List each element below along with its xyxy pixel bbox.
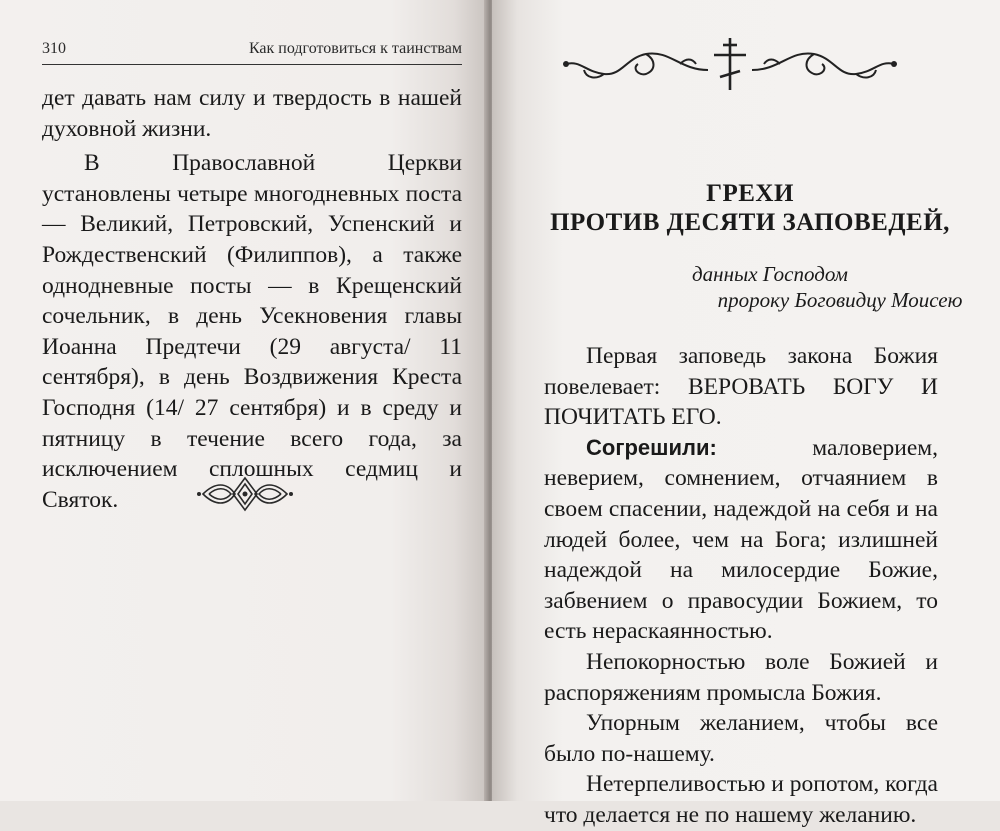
right-paragraph-2 <box>544 433 938 647</box>
sins-label: Согрешили: <box>586 434 717 460</box>
right-paragraph-4: Упорным желанием, чтобы все было по-нашему. <box>544 710 938 767</box>
left-paragraph-1: дет давать нам силу и твердость в нашей духовной жизни. <box>42 85 462 142</box>
right-body-text <box>544 341 938 831</box>
page-number: 310 <box>42 40 66 57</box>
subtitle-line-2: пророку Боговидцу Моисею <box>717 288 963 312</box>
cross-ornament-icon <box>560 36 900 92</box>
left-paragraph-2: В Православной Церкви установлены четыре многодневных поста — Великий, Петровский, Успенский и Рождественский (Филиппов), а также однодневные посты — в Крещенский сочельник, в день Усекновения главы Иоанна Предтечи (29 августа/ 11 сентября), в день Воздвижения Креста Господня (14/ 27 сентября) и в среду и пятницу в течение всего года, за исключением сплошных седмиц и Святок. <box>42 150 462 513</box>
ornamental-divider-icon <box>195 474 295 514</box>
left-body-text <box>42 83 462 515</box>
right-paragraph-3: Непокорностью воле Божией и распоряжениям промысла Божия. <box>544 648 938 706</box>
subtitle-line-1: данных Господом <box>692 262 848 286</box>
running-head-title: Как подготовиться к таинствам <box>248 40 462 57</box>
right-paragraph-1: Первая заповедь закона Божия повелевает: ВЕРОВАТЬ БОГУ И ПОЧИТАТЬ ЕГО. <box>544 343 938 431</box>
right-paragraph-5: Нетерпеливостью и ропотом, когда что делается не по нашему желанию. <box>544 771 938 828</box>
left-page <box>0 0 488 801</box>
title-line-1: ГРЕХИ <box>706 180 794 207</box>
running-head <box>42 40 462 65</box>
title-line-2: ПРОТИВ ДЕСЯТИ ЗАПОВЕДЕЙ, <box>550 209 950 236</box>
sins-text: маловерием, неверием, сомнением, отчаянием в своем спасении, надеждой на себя и на людей более, чем на Бога; излишней надеждой на милосердие Божие, забвением о правосудии Божием, то есть нераскаянностью. <box>544 434 938 645</box>
